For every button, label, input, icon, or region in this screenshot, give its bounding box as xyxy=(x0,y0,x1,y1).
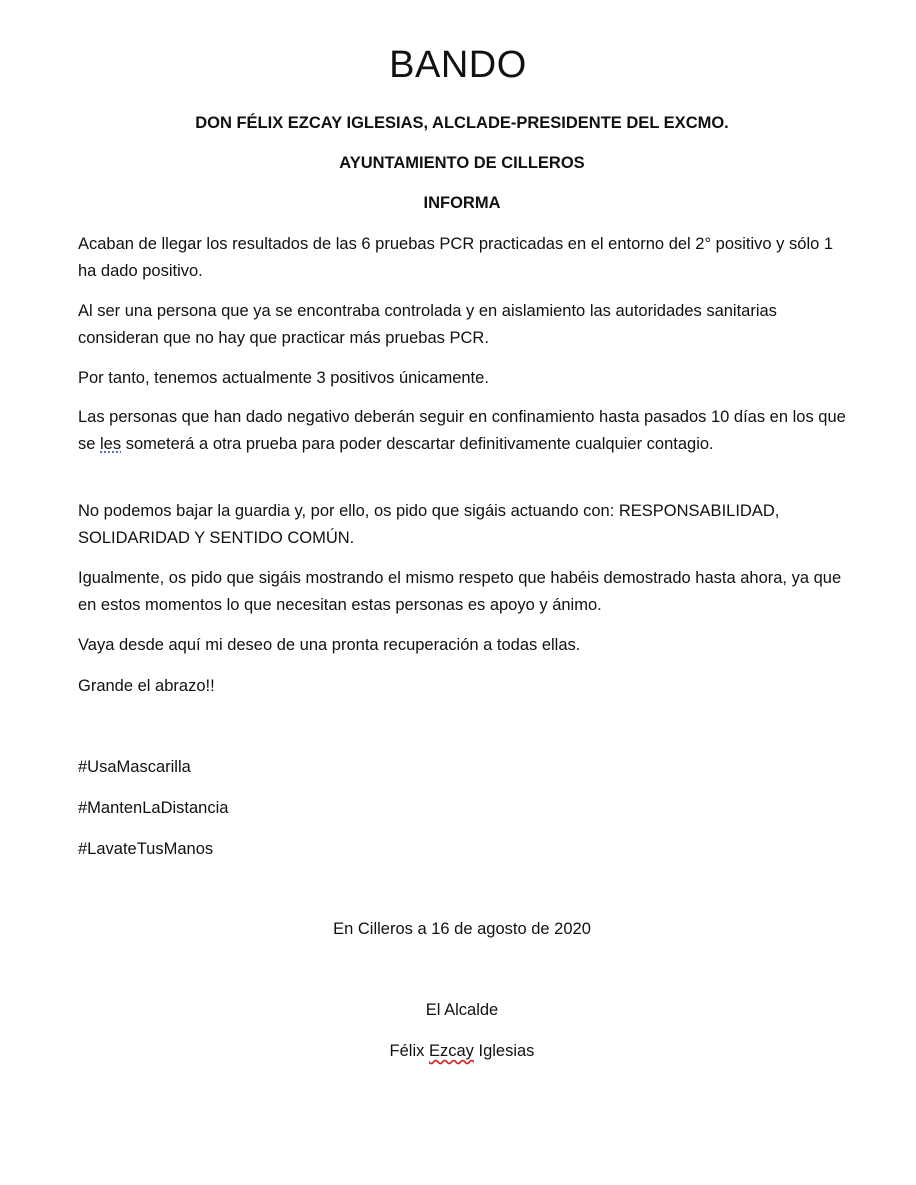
heading-issuer: DON FÉLIX EZCAY IGLESIAS, ALCLADE-PRESIDENTE DEL EXCMO. xyxy=(195,114,729,132)
hashtag-mask: #UsaMascarilla xyxy=(78,758,191,776)
paragraph-pcr-results: Acaban de llegar los resultados de las 6 pruebas PCR practicadas en el entorno del 2° positivo y sólo 1 ha dado positivo. xyxy=(78,235,834,280)
paragraph-positives: Por tanto, tenemos actualmente 3 positivos únicamente. xyxy=(78,369,489,387)
signature-first-name: Félix xyxy=(389,1042,429,1060)
paragraph-isolation: Al ser una persona que ya se encontraba controlada y en aislamiento las autoridades sanitarias consideran que no hay que practicar más pruebas PCR. xyxy=(78,302,777,347)
paragraph-negatives xyxy=(78,404,850,457)
paragraph-negatives-before: Las personas que han dado negativo deberán seguir en confinamiento hasta pasados 10 días en los que se xyxy=(78,408,846,453)
document-title: BANDO xyxy=(389,44,527,86)
grammar-flagged-word: les xyxy=(100,434,122,453)
hashtag-distance: #MantenLaDistancia xyxy=(78,799,229,817)
paragraph-negatives-after: someterá a otra prueba para poder descartar definitivamente cualquier contagio. xyxy=(121,434,714,453)
heading-institution: AYUNTAMIENTO DE CILLEROS xyxy=(339,154,585,172)
signature-name xyxy=(0,1040,916,1062)
paragraph-recovery: Vaya desde aquí mi deseo de una pronta recuperación a todas ellas. xyxy=(78,636,581,654)
paragraph-respect: Igualmente, os pido que sigáis mostrando el mismo respeto que habéis demostrado hasta ahora, ya que en estos momentos lo que necesitan estas personas es apoyo y ánimo. xyxy=(78,569,842,614)
heading-informa: INFORMA xyxy=(423,194,501,212)
place-date: En Cilleros a 16 de agosto de 2020 xyxy=(333,920,591,938)
signature-role: El Alcalde xyxy=(425,1001,499,1019)
spelling-flagged-word: Ezcay xyxy=(428,1042,474,1060)
paragraph-responsibility: No podemos bajar la guardia y, por ello, os pido que sigáis actuando con: RESPONSABILIDAD, SOLIDARIDAD Y SENTIDO COMÚN. xyxy=(78,502,780,547)
hashtag-hands: #LavateTusManos xyxy=(78,840,214,858)
signature-last-name: Iglesias xyxy=(473,1042,535,1060)
paragraph-farewell: Grande el abrazo!! xyxy=(78,677,215,695)
